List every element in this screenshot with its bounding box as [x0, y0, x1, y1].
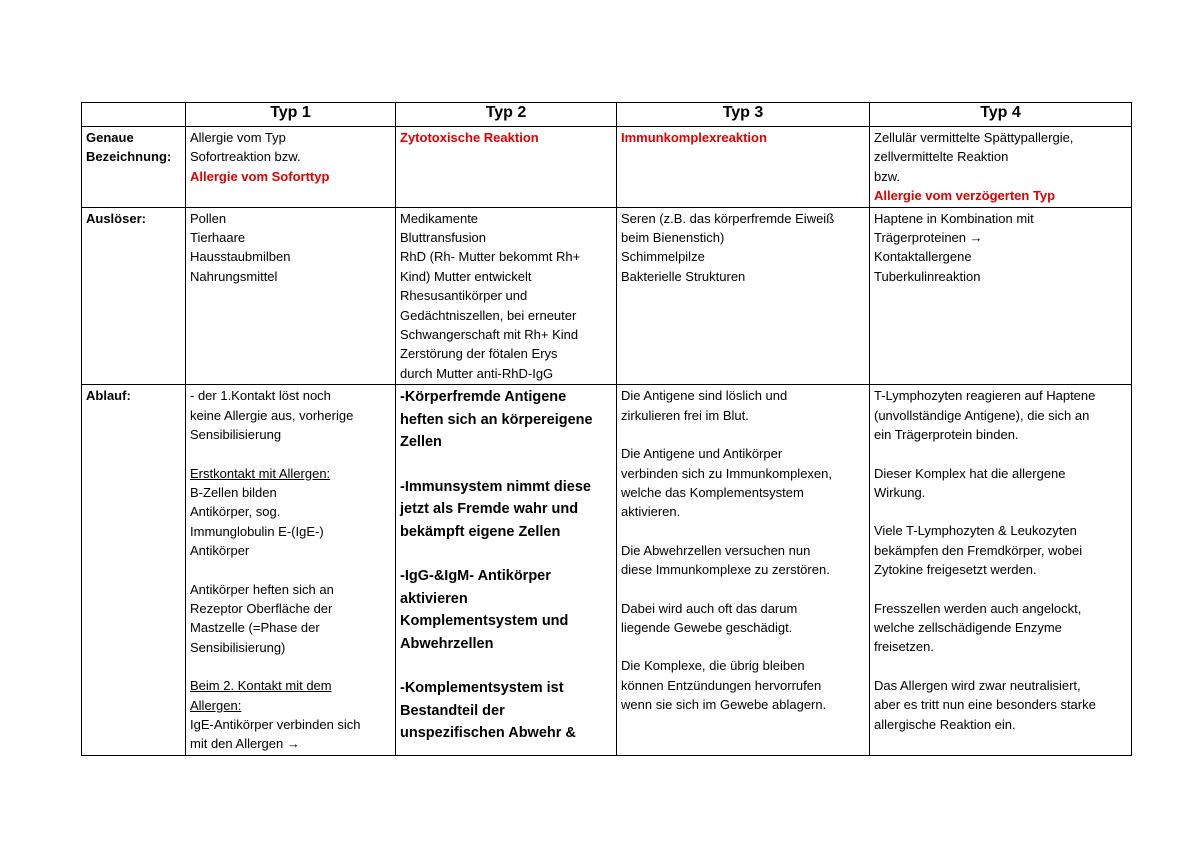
- text-line: wenn sie sich im Gewebe ablagern.: [621, 697, 827, 713]
- text-line: Mastzelle (=Phase der: [190, 620, 320, 636]
- text-line: verbinden sich zu Immunkomplexen,: [621, 465, 832, 481]
- text-line: Antikörper heften sich an: [190, 581, 334, 597]
- cell-ablauf-typ2: [396, 385, 617, 756]
- text-line: -Komplementsystem ist: [400, 680, 564, 697]
- text-line: Sensibilisierung): [190, 639, 286, 655]
- cell-ablauf-typ3: [617, 385, 870, 756]
- text-line: Nahrungsmittel: [190, 268, 278, 284]
- cell-ausloeser-typ1: [186, 207, 396, 385]
- cell-bezeichnung-typ4: [870, 127, 1132, 208]
- text-line: Sofortreaktion bzw.: [190, 149, 301, 165]
- text-line: bekämpfen den Fremdkörper, wobei: [874, 542, 1083, 558]
- text-line: Fresszellen werden auch angelockt,: [874, 600, 1082, 616]
- row-bezeichnung: [82, 127, 1132, 208]
- text-line: Die Abwehrzellen versuchen nun: [621, 542, 811, 558]
- row-label-bezeichnung: [82, 127, 186, 208]
- header-typ2: Typ 2: [396, 103, 617, 127]
- text-line: Zellen: [400, 434, 442, 451]
- highlight-term: Immunkomplexreaktion: [621, 130, 767, 145]
- text-line: Die Komplexe, die übrig bleiben: [621, 658, 805, 674]
- text-line: keine Allergie aus, vorherige: [190, 407, 354, 423]
- text-line: - der 1.Kontakt löst noch: [190, 388, 331, 404]
- text-line: Schimmelpilze: [621, 249, 705, 265]
- text-line: Zellulär vermittelte Spättypallergie,: [874, 130, 1074, 145]
- header-empty-cell: [82, 103, 186, 127]
- text-line: Zerstörung der fötalen Erys: [400, 346, 558, 362]
- text-line: ein Trägerprotein binden.: [874, 427, 1019, 443]
- text-line: IgE-Antikörper verbinden sich: [190, 716, 361, 732]
- text-line: Bestandteil der: [400, 702, 505, 719]
- text-line: Kind) Mutter entwickelt: [400, 268, 532, 284]
- text-line: Seren (z.B. das körperfremde Eiweiß: [621, 210, 835, 226]
- header-typ3: Typ 3: [617, 103, 870, 127]
- text-line: Bluttransfusion: [400, 230, 486, 246]
- text-line: Antikörper: [190, 543, 250, 559]
- cell-ablauf-typ1: [186, 385, 396, 756]
- text-line: freisetzen.: [874, 639, 934, 655]
- text-line: Das Allergen wird zwar neutralisiert,: [874, 677, 1081, 693]
- text-line: aktivieren.: [621, 504, 681, 520]
- text-line: jetzt als Fremde wahr und: [400, 501, 579, 518]
- text-line: Komplementsystem und: [400, 613, 569, 630]
- text-line: Haptene in Kombination mit: [874, 210, 1034, 226]
- cell-ausloeser-typ4: [870, 207, 1132, 385]
- text-line: bzw.: [874, 168, 901, 184]
- cell-ausloeser-typ2: [396, 207, 617, 385]
- text-line: Rhesusantikörper und: [400, 288, 528, 304]
- cell-bezeichnung-typ1: [186, 127, 396, 208]
- highlight-term: Zytotoxische Reaktion: [400, 130, 539, 145]
- text-line: Pollen: [190, 210, 227, 226]
- row-label-line: Genaue: [86, 130, 134, 145]
- text-line: heften sich an körpereigene: [400, 411, 593, 428]
- highlight-term: Allergie vom verzögerten Typ: [874, 188, 1056, 204]
- text-line: Bakterielle Strukturen: [621, 268, 746, 284]
- text-line: Wirkung.: [874, 484, 926, 500]
- text-line: Abwehrzellen: [400, 635, 494, 652]
- header-typ4: Typ 4: [870, 103, 1132, 127]
- text-line: -Körperfremde Antigene: [400, 389, 567, 406]
- text-line: Allergie vom Typ: [190, 130, 286, 145]
- subheading: Erstkontakt mit Allergen:: [190, 465, 331, 481]
- row-label-line: Bezeichnung:: [86, 149, 172, 165]
- highlight-term: Allergie vom Soforttyp: [190, 168, 330, 184]
- text-line: Rezeptor Oberfläche der: [190, 600, 333, 616]
- cell-ablauf-typ4: [870, 385, 1132, 756]
- text-line: Trägerproteinen →: [874, 230, 983, 246]
- text-line: beim Bienenstich): [621, 230, 725, 246]
- text-line: Hausstaubmilben: [190, 249, 291, 265]
- text-line: allergische Reaktion ein.: [874, 716, 1016, 732]
- text-line: Tierhaare: [190, 230, 246, 246]
- text-line: RhD (Rh- Mutter bekommt Rh+: [400, 249, 581, 265]
- cell-bezeichnung-typ3: [617, 127, 870, 208]
- text-line: aber es tritt nun eine besonders starke: [874, 697, 1096, 713]
- text-line: unspezifischen Abwehr &: [400, 725, 576, 742]
- text-line: Kontaktallergene: [874, 249, 972, 265]
- text-line: Sensibilisierung: [190, 427, 282, 443]
- text-line: Viele T-Lymphozyten & Leukozyten: [874, 523, 1077, 539]
- text-line: Schwangerschaft mit Rh+ Kind: [400, 327, 579, 343]
- header-row: [82, 103, 1132, 127]
- text-line: Gedächtniszellen, bei erneuter: [400, 307, 577, 323]
- row-ablauf: [82, 385, 1132, 756]
- text-line: welche das Komplementsystem: [621, 484, 804, 500]
- text-line: Die Antigene sind löslich und: [621, 388, 788, 404]
- subheading: Beim 2. Kontakt mit dem: [190, 678, 332, 694]
- text-line: B-Zellen bilden: [190, 484, 277, 500]
- text-line: Dabei wird auch oft das darum: [621, 600, 798, 616]
- cell-ausloeser-typ3: [617, 207, 870, 385]
- text-line: diese Immunkomplexe zu zerstören.: [621, 562, 830, 578]
- text-line: Die Antigene und Antikörper: [621, 446, 783, 462]
- text-line: Immunglobulin E-(IgE-): [190, 523, 324, 539]
- text-line: T-Lymphozyten reagieren auf Haptene: [874, 388, 1096, 404]
- text-line: bekämpft eigene Zellen: [400, 523, 561, 540]
- text-line: -Immunsystem nimmt diese: [400, 478, 591, 495]
- subheading: Allergen:: [190, 697, 242, 713]
- allergy-types-table: [81, 102, 1132, 756]
- row-label-ablauf: Ablauf:: [82, 385, 186, 756]
- text-line: mit den Allergen →: [190, 736, 300, 752]
- row-ausloeser: [82, 207, 1132, 385]
- text-line: (unvollständige Antigene), die sich an: [874, 407, 1090, 423]
- text-line: -IgG-&IgM- Antikörper: [400, 568, 551, 585]
- text-line: zirkulieren frei im Blut.: [621, 407, 749, 423]
- text-line: welche zellschädigende Enzyme: [874, 619, 1062, 635]
- row-label-ausloeser: Auslöser:: [82, 207, 186, 385]
- header-typ1: Typ 1: [186, 103, 396, 127]
- text-line: Tuberkulinreaktion: [874, 268, 981, 284]
- text-line: durch Mutter anti-RhD-IgG: [400, 365, 554, 381]
- text-line: Medikamente: [400, 210, 479, 226]
- text-line: Antikörper, sog.: [190, 504, 281, 520]
- text-line: Zytokine freigesetzt werden.: [874, 562, 1037, 578]
- text-line: können Entzündungen hervorrufen: [621, 677, 822, 693]
- text-line: liegende Gewebe geschädigt.: [621, 619, 793, 635]
- cell-bezeichnung-typ2: [396, 127, 617, 208]
- text-line: aktivieren: [400, 590, 468, 607]
- text-line: Dieser Komplex hat die allergene: [874, 465, 1066, 481]
- text-line: zellvermittelte Reaktion: [874, 149, 1009, 165]
